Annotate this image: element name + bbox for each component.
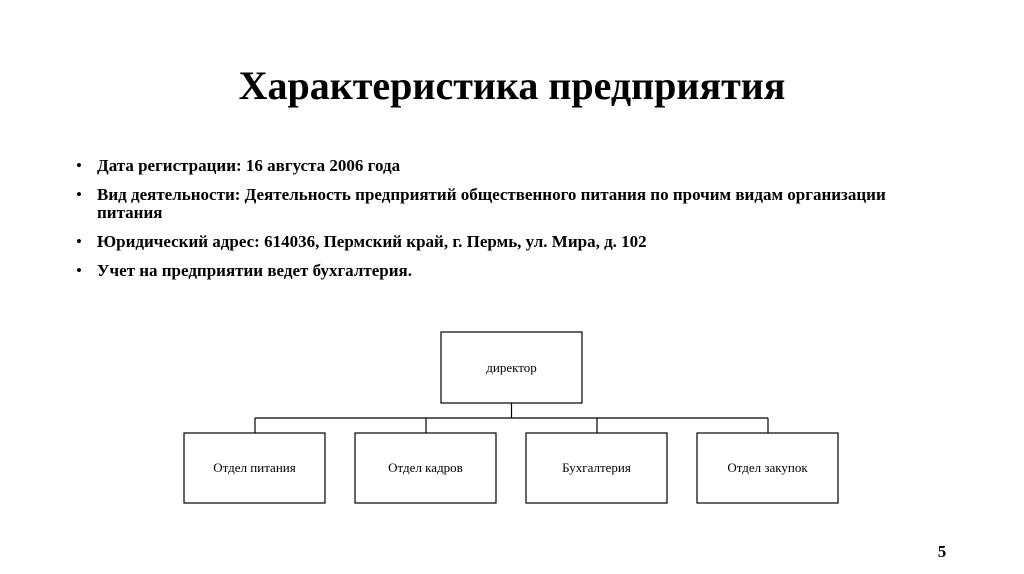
bullet-text-registration-date: Дата регистрации: 16 августа 2006 года <box>97 156 401 175</box>
bullet-icon: • <box>76 185 82 204</box>
bullet-text-accounting: Учет на предприятии ведет бухгалтерия. <box>97 261 412 280</box>
slide-title: Характеристика предприятия <box>238 63 786 108</box>
bullet-text-legal-address: Юридический адрес: 614036, Пермский край, г. Пермь, ул. Мира, д. 102 <box>97 232 647 251</box>
page-number: 5 <box>937 542 947 561</box>
bullet-icon: • <box>76 232 82 251</box>
department-label-procurement: Отдел закупок <box>727 460 808 475</box>
director-label: директор <box>486 360 537 375</box>
department-label-hr: Отдел кадров <box>388 460 463 475</box>
department-label-food: Отдел питания <box>213 460 296 475</box>
bullet-icon: • <box>76 156 82 175</box>
bullet-text-activity: Вид деятельности: Деятельность предприятий общественного питания по прочим видам организации питания <box>97 185 886 222</box>
bullet-icon: • <box>76 261 82 280</box>
department-label-accounting: Бухгалтерия <box>562 460 631 475</box>
